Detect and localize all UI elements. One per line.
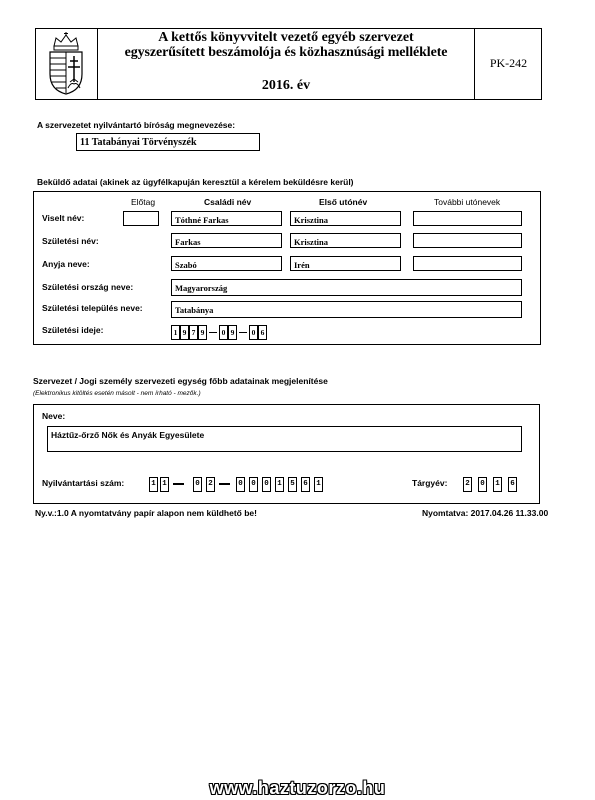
reg-digit: 6 [301, 477, 310, 492]
birth-name-label: Születési név: [42, 236, 99, 246]
watermark-url: www.haztuzorzo.hu [209, 778, 386, 798]
date-separator [239, 332, 247, 333]
reg-digit: 0 [249, 477, 258, 492]
current-name-label: Viselt név: [42, 213, 85, 223]
current-name-prefix-field[interactable] [123, 211, 159, 226]
current-name-family-field[interactable]: Tóthné Farkas [171, 211, 282, 226]
date-separator [209, 332, 217, 333]
reg-digit: 1 [149, 477, 158, 492]
current-name-first-field[interactable]: Krisztina [290, 211, 401, 226]
birth-place-field[interactable]: Tatabánya [171, 301, 522, 318]
birth-date-digit: 1 [171, 325, 180, 340]
birth-date-digit: 6 [258, 325, 267, 340]
org-name-label: Neve: [42, 411, 66, 421]
mother-name-family-field[interactable]: Szabó [171, 256, 282, 271]
reg-digit: 1 [314, 477, 323, 492]
reg-number-label: Nyilvántartási szám: [42, 478, 125, 488]
form-code: PK-242 [489, 56, 528, 70]
court-field[interactable]: 11 Tatabányai Törvényszék [76, 133, 260, 151]
year-digit: 1 [493, 477, 502, 492]
birth-date-field[interactable] [171, 325, 283, 340]
birth-date-digit: 9 [180, 325, 189, 340]
court-label: A szervezetet nyilvántartó bíróság megnevezése: [37, 120, 236, 130]
col-first-header: Első utónév [319, 197, 368, 207]
year-digit: 0 [478, 477, 487, 492]
reg-digit: 2 [206, 477, 215, 492]
reg-digit: 5 [288, 477, 297, 492]
reg-digit: 1 [160, 477, 169, 492]
form-year: 2016. év [261, 78, 311, 93]
subject-year-label: Tárgyév: [412, 478, 448, 488]
birth-date-digit: 0 [249, 325, 258, 340]
col-more-header: További utónevek [434, 197, 501, 207]
form-title-line1: A kettős könyvvitelt vezető egyéb szervezet [158, 30, 414, 45]
mother-name-label: Anyja neve: [42, 259, 90, 269]
year-digit: 6 [508, 477, 517, 492]
birth-name-family-field[interactable]: Farkas [171, 233, 282, 248]
mother-name-first-field[interactable]: Irén [290, 256, 401, 271]
current-name-more-field[interactable] [413, 211, 522, 226]
col-family-header: Családi név [204, 197, 252, 207]
sender-section-title: Beküldő adatai (akinek az ügyfélkapuján keresztül a kérelem beküldésre kerül) [37, 177, 354, 187]
form-title-line2: egyszerűsített beszámolója és közhasznúsági melléklete [124, 45, 448, 60]
reg-digit: 0 [262, 477, 271, 492]
subject-year-field[interactable] [463, 477, 523, 492]
birth-name-more-field[interactable] [413, 233, 522, 248]
birth-place-label: Születési település neve: [42, 303, 143, 313]
reg-digit: 1 [275, 477, 284, 492]
footer-version-note: Ny.v.:1.0 A nyomtatvány papír alapon nem küldhető be! [35, 508, 257, 518]
mother-name-more-field[interactable] [413, 256, 522, 271]
reg-separator [173, 483, 184, 485]
org-name-field[interactable]: Háztűz-őrző Nők és Anyák Egyesülete [47, 426, 522, 452]
birth-name-first-field[interactable]: Krisztina [290, 233, 401, 248]
birth-country-field[interactable]: Magyarország [171, 279, 522, 296]
birth-country-label: Születési ország neve: [42, 282, 134, 292]
reg-number-field[interactable] [149, 477, 341, 492]
birth-date-digit: 9 [228, 325, 237, 340]
year-digit: 2 [463, 477, 472, 492]
org-section-note: (Elektronikus kitöltés esetén másolt - nem írható - mezők.) [33, 390, 201, 397]
birth-date-label: Születési ideje: [42, 325, 104, 335]
col-prefix-header: Előtag [131, 197, 156, 207]
reg-digit: 0 [193, 477, 202, 492]
coat-of-arms-icon [44, 32, 88, 96]
reg-digit: 0 [236, 477, 245, 492]
reg-separator [219, 483, 230, 485]
birth-date-digit: 9 [198, 325, 207, 340]
birth-date-digit: 0 [219, 325, 228, 340]
org-section-title: Szervezet / Jogi személy szervezeti egység főbb adatainak megjelenítése [33, 376, 328, 386]
footer-print-date: Nyomtatva: 2017.04.26 11.33.00 [422, 508, 549, 518]
birth-date-digit: 7 [189, 325, 198, 340]
